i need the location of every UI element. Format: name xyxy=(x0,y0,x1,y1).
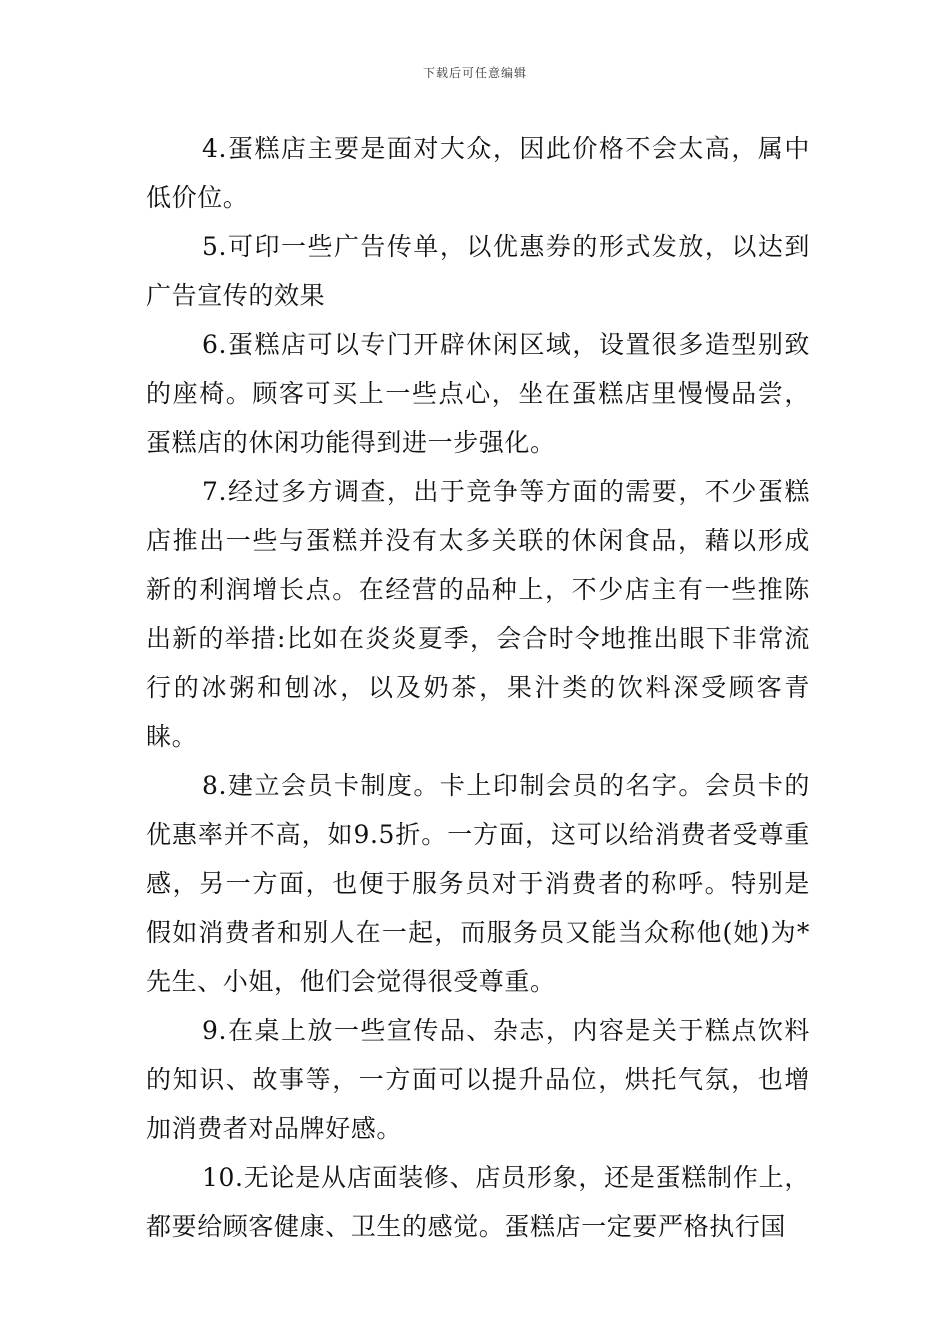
paragraph-item-6: 6.蛋糕店可以专门开辟休闲区域，设置很多造型别致的座椅。顾客可买上一些点心，坐在蛋糕店里慢慢品尝，蛋糕店的休闲功能得到进一步强化。 xyxy=(146,330,810,457)
paragraph-item-8: 8.建立会员卡制度。卡上印制会员的名字。会员卡的优惠率并不高，如9.5折。一方面，这可以给消费者受尊重感，另一方面，也便于服务员对于消费者的称呼。特别是假如消费者和别人在一起，而服务员又能当众称他(她)为*先生、小姐，他们会觉得很受尊重。 xyxy=(146,771,810,996)
paragraph-item-10: 10.无论是从店面装修、店员形象，还是蛋糕制作上，都要给顾客健康、卫生的感觉。蛋糕店一定要严格执行国 xyxy=(146,1163,810,1241)
paragraph-item-5: 5.可印一些广告传单，以优惠券的形式发放，以达到广告宣传的效果 xyxy=(146,232,810,310)
document-body xyxy=(146,124,810,1251)
paragraph-item-4: 4.蛋糕店主要是面对大众，因此价格不会太高，属中低价位。 xyxy=(146,134,810,212)
paragraph-item-7: 7.经过多方调查，出于竞争等方面的需要，不少蛋糕店推出一些与蛋糕并没有太多关联的休闲食品，藉以形成新的利润增长点。在经营的品种上，不少店主有一些推陈出新的举措:比如在炎炎夏季，会合时令地推出眼下非常流行的冰粥和刨冰，以及奶茶，果汁类的饮料深受顾客青睐。 xyxy=(146,477,810,751)
paragraph-item-9: 9.在桌上放一些宣传品、杂志，内容是关于糕点饮料的知识、故事等，一方面可以提升品位，烘托气氛，也增加消费者对品牌好感。 xyxy=(146,1016,810,1143)
page-header: 下载后可任意编辑 xyxy=(422,66,527,80)
